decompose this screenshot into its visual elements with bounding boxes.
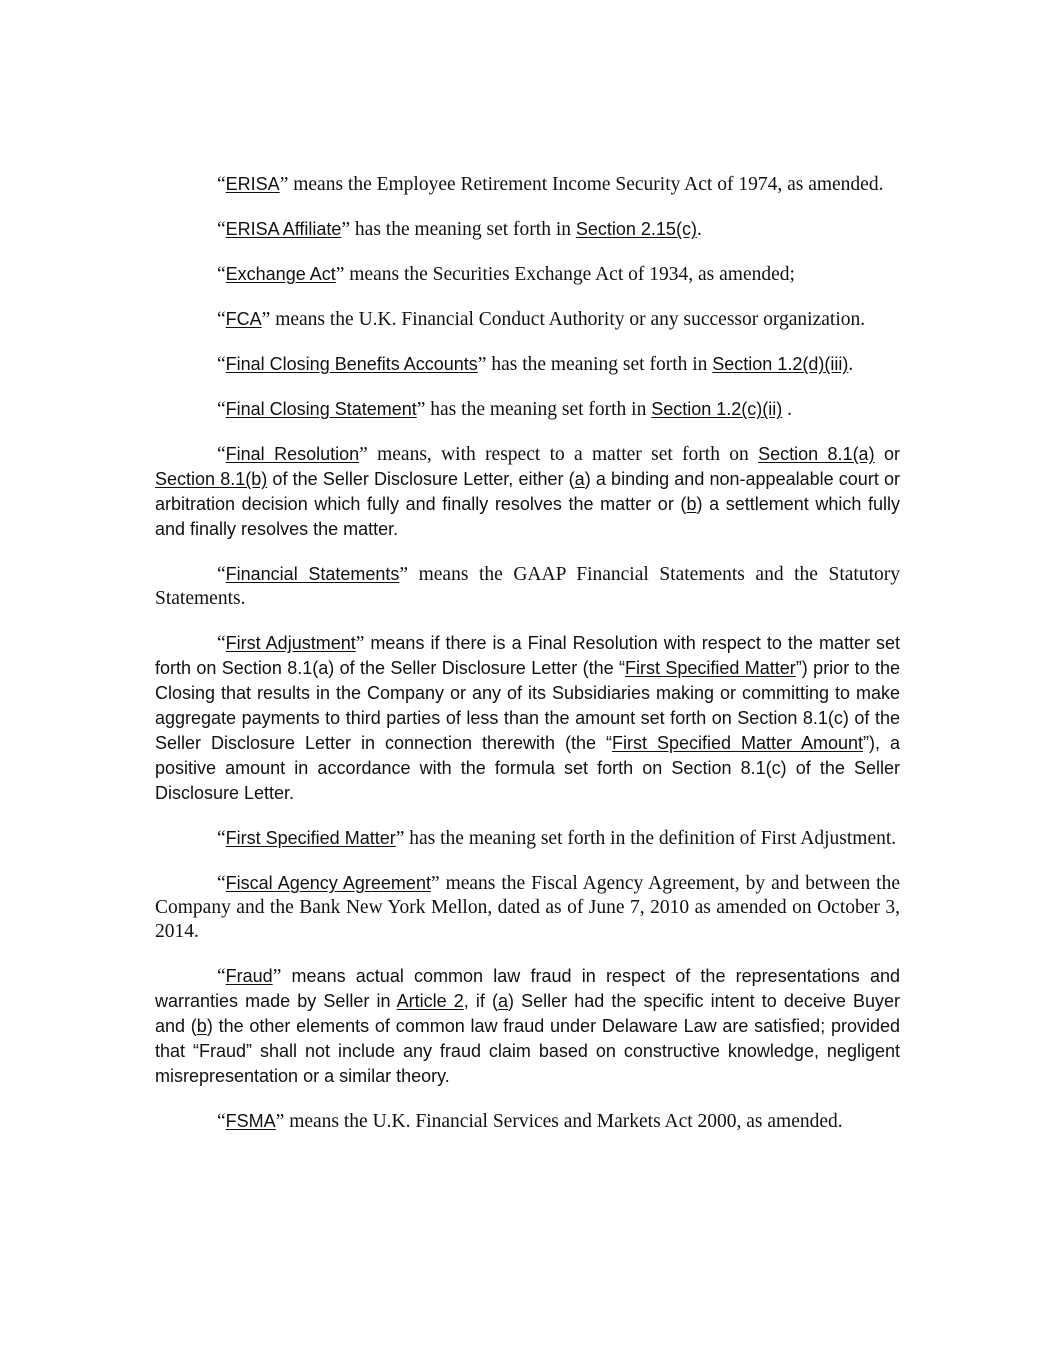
definition-text: . xyxy=(782,399,793,420)
definition-erisa-affiliate: “ERISA Affiliate” has the meaning set forth in Section 2.15(c). xyxy=(217,219,702,240)
defined-term: FSMA xyxy=(225,1111,276,1131)
definition-text: . xyxy=(696,219,702,240)
definition-first-specified-matter: “First Specified Matter” has the meaning set forth in the definition of First Adjustment. xyxy=(217,828,897,849)
definition-text: has the meaning set forth in xyxy=(350,219,576,240)
definition-text: means the Employee Retirement Income Security Act of 1974, as amended. xyxy=(288,174,884,195)
definition-text: means actual common law fraud in respect of the representations and warranties made by Seller in xyxy=(155,966,900,1011)
definition-text: ) a binding and non-appealable court or arbitration decision which fully and finally resolves the matter or ( xyxy=(155,469,901,514)
definition-text: ) the other elements of common law fraud under Delaware Law are satisfied; provided that “Fraud” shall not include any fraud claim based on constructive knowledge, negligent misrepresentation or a similar theory. xyxy=(155,1016,900,1086)
defined-term: Final Closing Benefits Accounts xyxy=(225,354,478,374)
defined-term-inline: First Specified Matter Amount xyxy=(612,733,864,753)
defined-term: ERISA xyxy=(225,174,280,194)
definition-text: ”), a positive amount in accordance with the formula set forth on Section 8.1(c) of the Seller Disclosure Letter. xyxy=(155,733,901,803)
defined-term: Fraud xyxy=(225,966,273,986)
definition-text: or xyxy=(874,444,900,464)
definition-text: means the U.K. Financial Conduct Authority or any successor organization. xyxy=(270,309,866,330)
definition-first-adjustment: “First Adjustment” means if there is a Final Resolution with respect to the matter set forth on Section 8.1(a) of the Seller Disclosure Letter (the “First Specified Matter”) prior to the Closing that results in the Company or any of its Subsidiaries making or committing to make aggregate payments to third parties of less than the amount set forth on Section 8.1(c) of the Seller Disclosure Letter in connection therewith (the “First Specified Matter Amount”), a positive amount in accordance with the formula set forth on Section 8.1(c) of the Seller Disclosure Letter. xyxy=(155,633,901,803)
defined-term: Exchange Act xyxy=(225,264,336,284)
definition-fraud: “Fraud” means actual common law fraud in respect of the representations and warranties made by Seller in Article 2, if (a) Seller had the specific intent to deceive Buyer and (b) the other elements of common law fraud under Delaware Law are satisfied; provided that “Fraud” shall not include any fraud claim based on constructive knowledge, negligent misrepresentation or a similar theory. xyxy=(155,966,900,1086)
definition-text: ) a settlement which fully and finally resolves the matter. xyxy=(155,494,901,539)
definition-text: has the meaning set forth in xyxy=(425,399,652,420)
defined-term: Financial Statements xyxy=(225,564,400,584)
definition-text: of the Seller Disclosure Letter, either ( xyxy=(267,469,575,489)
clause-marker: a xyxy=(497,991,508,1011)
definition-fiscal-agency-agreement: “Fiscal Agency Agreement” means the Fiscal Agency Agreement, by and between the Company and the Bank New York Mellon, dated as of June 7, 2010 as amended on October 3, 2014. xyxy=(155,873,900,942)
defined-term: Final Resolution xyxy=(225,444,360,464)
definition-final-closing-statement: “Final Closing Statement” has the meaning set forth in Section 1.2(c)(ii) . xyxy=(217,399,793,420)
defined-term: Final Closing Statement xyxy=(225,399,417,419)
definition-fsma: “FSMA” means the U.K. Financial Services and Markets Act 2000, as amended. xyxy=(217,1111,843,1132)
definition-exchange-act: “Exchange Act” means the Securities Exchange Act of 1934, as amended; xyxy=(217,264,795,285)
defined-term-inline: First Specified Matter xyxy=(625,658,796,678)
document-page xyxy=(155,172,900,1154)
defined-term: FCA xyxy=(225,309,262,329)
definition-text: means the Securities Exchange Act of 1934, as amended; xyxy=(344,264,795,285)
definition-text: means the Fiscal Agency Agreement, by and between the Company and the Bank New York Mellon, dated as of June 7, 2010 as amended on October 3, 2014. xyxy=(155,873,900,942)
defined-term: ERISA Affiliate xyxy=(225,219,342,239)
article-reference-link[interactable]: Article 2 xyxy=(396,991,464,1011)
definition-text: means the GAAP Financial Statements and the Statutory Statements. xyxy=(155,564,900,609)
definition-text: , if ( xyxy=(463,991,498,1011)
definition-erisa: “ERISA” means the Employee Retirement Income Security Act of 1974, as amended. xyxy=(217,174,884,195)
defined-term: First Specified Matter xyxy=(225,828,396,848)
section-reference-link[interactable]: Section 8.1(a) xyxy=(758,444,875,464)
clause-marker: b xyxy=(686,494,697,514)
definition-text: has the meaning set forth in xyxy=(486,354,713,375)
definition-text: ”) prior to the Closing that results in the Company or any of its Subsidiaries making or committing to make aggregate payments to third parties of less than the amount set forth on Section 8.1(c) of the Seller Disclosure Letter in connection therewith (the “ xyxy=(155,658,900,753)
section-reference-link[interactable]: Section 1.2(d)(iii) xyxy=(712,354,849,374)
defined-term: Fiscal Agency Agreement xyxy=(225,873,431,893)
clause-marker: b xyxy=(196,1016,207,1036)
section-reference-link[interactable]: Section 1.2(c)(ii) xyxy=(651,399,783,419)
definition-text: means the U.K. Financial Services and Markets Act 2000, as amended. xyxy=(284,1111,843,1132)
clause-marker: a xyxy=(574,469,585,489)
definition-final-closing-benefits-accounts: “Final Closing Benefits Accounts” has the meaning set forth in Section 1.2(d)(iii). xyxy=(217,354,854,375)
definition-fca: “FCA” means the U.K. Financial Conduct Authority or any successor organization. xyxy=(217,309,866,330)
definition-financial-statements: “Financial Statements” means the GAAP Financial Statements and the Statutory Statements. xyxy=(155,564,900,609)
definition-text: means if there is a Final Resolution with respect to the matter set forth on Section 8.1(a) of the Seller Disclosure Letter (the “ xyxy=(155,633,900,678)
definition-final-resolution: “Final Resolution” means, with respect to a matter set forth on Section 8.1(a) or Section 8.1(b) of the Seller Disclosure Letter, either (a) a binding and non-appealable court or arbitration decision which fully and finally resolves the matter or (b) a settlement which fully and finally resolves the matter. xyxy=(155,444,901,539)
definition-text: . xyxy=(848,354,854,375)
defined-term: First Adjustment xyxy=(225,633,356,653)
section-reference-link[interactable]: Section 2.15(c) xyxy=(575,219,697,239)
definition-text: means, with respect to a matter set forth on xyxy=(367,444,759,465)
section-reference-link[interactable]: Section 8.1(b) xyxy=(155,469,268,489)
definition-text: has the meaning set forth in the definition of First Adjustment. xyxy=(404,828,897,849)
definition-text: ) Seller had the specific intent to deceive Buyer and ( xyxy=(155,991,900,1036)
